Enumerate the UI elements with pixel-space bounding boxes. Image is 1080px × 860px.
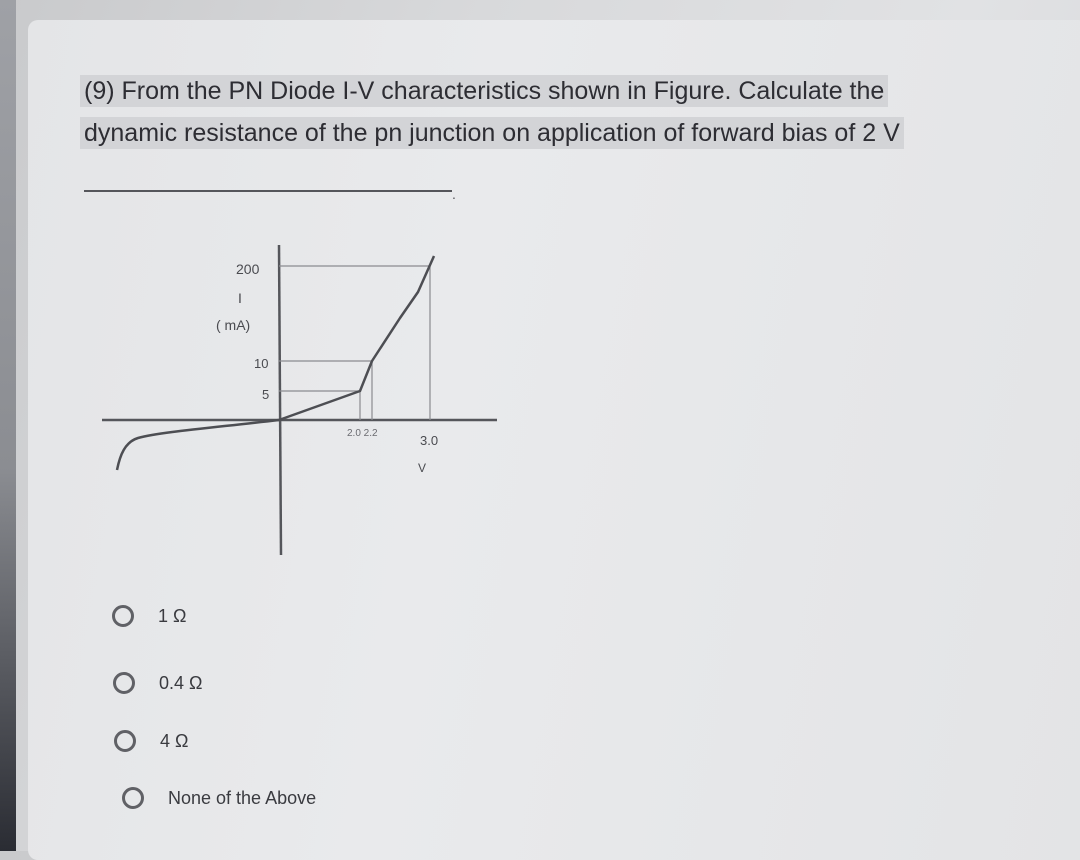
radio-button[interactable] [122,787,144,809]
option-1[interactable] [112,605,186,627]
y-axis-unit: ( mA) [216,317,251,333]
y-tick-200: 200 [236,261,260,277]
question-line-2: dynamic resistance of the pn junction on application of forward bias of 2 V [80,117,904,149]
question-line-1: (9) From the PN Diode I-V characteristics shown in Figure. Calculate the [80,75,888,107]
option-4[interactable] [122,787,316,809]
option-label: 4 Ω [160,730,189,751]
option-label: None of the Above [168,787,317,808]
x-tick-3: 3.0 [420,433,439,448]
option-3[interactable] [114,730,188,752]
forward-curve [279,256,434,420]
y-axis [279,245,281,555]
option-2[interactable] [113,672,202,694]
radio-button[interactable] [112,605,134,627]
y-axis-symbol: I [238,290,242,306]
x-axis-unit: V [418,461,427,475]
option-label: 0.4 Ω [159,672,203,693]
radio-button[interactable] [114,730,136,752]
x-tick-2-2-2: 2.0 2.2 [347,428,378,439]
y-tick-5: 5 [262,387,270,402]
answer-period: . [452,186,456,202]
reverse-curve [117,420,279,470]
y-tick-10: 10 [254,356,269,371]
option-label: 1 Ω [158,605,187,626]
radio-button[interactable] [113,672,135,694]
